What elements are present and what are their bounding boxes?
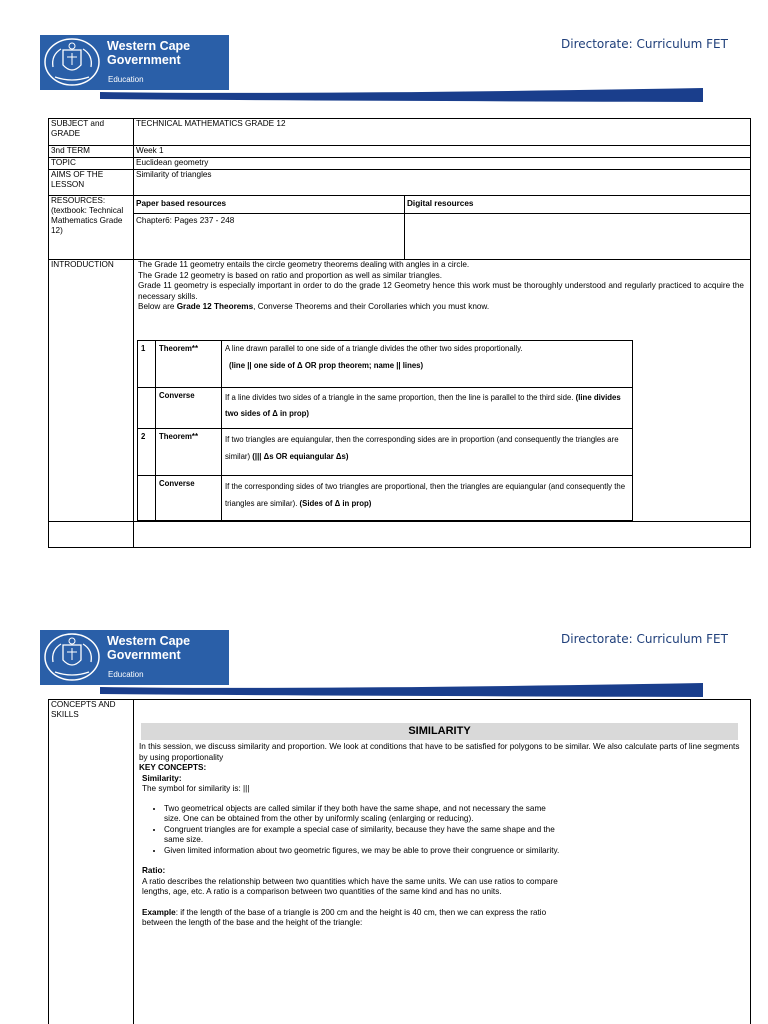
- resources-label: RESOURCES: (textbook: Technical Mathematics Grade 12): [49, 196, 134, 260]
- example-text: : if the length of the base of a triangle is 200 cm and the height is 40 cm, then we can express the ratio between the length of the base and the height of the triangle:: [142, 907, 547, 927]
- list-item: • Congruent triangles are for example a special case of similarity, because they have the same shape and the same size.: [164, 825, 564, 846]
- term-label: 3nd TERM: [49, 146, 134, 158]
- ratio-title: Ratio:: [142, 866, 166, 875]
- page-header: [0, 35, 768, 105]
- theorem-statement: A line drawn parallel to one side of a triangle divides the other two sides proportionally.: [225, 344, 523, 353]
- theorem-number: 1: [138, 341, 156, 388]
- empty-cell: [49, 522, 134, 548]
- page-header: [0, 630, 768, 700]
- term-value: Week 1: [134, 146, 751, 158]
- org-name-line2: Government: [107, 648, 181, 662]
- theorem-kind: Converse: [156, 388, 222, 429]
- theorem-row: [138, 341, 633, 388]
- digital-resources-header: Digital resources: [405, 196, 751, 214]
- wcg-logo: [40, 630, 229, 685]
- theorem-text: [222, 388, 633, 429]
- theorems-table: [137, 340, 633, 521]
- theorem-number: [138, 476, 156, 521]
- theorem-row: [138, 429, 633, 476]
- section-heading: SIMILARITY: [141, 723, 738, 740]
- example-paragraph: [142, 908, 562, 929]
- theorem-text: [222, 429, 633, 476]
- aims-value: Similarity of triangles: [134, 170, 751, 196]
- paper-resources-header: Paper based resources: [134, 196, 405, 214]
- theorem-row: [138, 388, 633, 429]
- intro-paragraph: [138, 302, 744, 313]
- topic-label: TOPIC: [49, 158, 134, 170]
- theorem-reason: (||| Δs OR equiangular Δs): [252, 452, 349, 461]
- list-item: • Two geometrical objects are called similar if they both have the same shape, and not necessary the same size. One can be obtained from the other by uniformly scaling (enlarging or reducing).: [164, 804, 564, 825]
- directorate-label: Directorate: Curriculum FET: [561, 632, 728, 646]
- org-name: [107, 39, 227, 67]
- example-label: Example: [142, 907, 176, 917]
- department-name: Education: [108, 75, 144, 84]
- theorem-text: [222, 341, 633, 388]
- theorem-reason: (Sides of Δ in prop): [299, 499, 372, 508]
- digital-resources-value: [405, 214, 751, 260]
- theorem-kind: Converse: [156, 476, 222, 521]
- intro-paragraph: The Grade 11 geometry entails the circle geometry theorems dealing with angles in a circle.: [138, 260, 470, 269]
- empty-cell: [134, 522, 751, 548]
- theorem-reason: (line divides two sides of Δ in prop): [225, 393, 621, 418]
- theorem-statement: If a line divides two sides of a triangle in the same proportion, then the line is parallel to the third side.: [225, 393, 576, 402]
- paper-resources-value: Chapter6: Pages 237 - 248: [134, 214, 405, 260]
- org-name-line2: Government: [107, 53, 181, 67]
- concepts-label: CONCEPTS AND SKILLS: [49, 700, 134, 1024]
- department-name: Education: [108, 670, 144, 679]
- theorem-kind: Theorem**: [156, 429, 222, 476]
- concepts-table: [48, 699, 751, 1024]
- intro-text: Below are: [138, 302, 177, 311]
- theorem-number: 2: [138, 429, 156, 476]
- theorem-text: [222, 476, 633, 521]
- subject-value: TECHNICAL MATHEMATICS GRADE 12: [134, 119, 751, 146]
- aims-label: AIMS OF THE LESSON: [49, 170, 134, 196]
- theorem-reason: (line || one side of Δ OR prop theorem; name || lines): [229, 361, 424, 370]
- subject-label: SUBJECT and GRADE: [49, 119, 134, 146]
- key-concepts-title: KEY CONCEPTS:: [139, 763, 207, 772]
- intro-bold: Grade 12 Theorems: [176, 302, 254, 311]
- ratio-paragraph: A ratio describes the relationship between two quantities which have the same units. We can use ratios to compare lengths, age, etc. A ratio is a comparison between two quantities of the same kind and has no units.: [142, 876, 558, 896]
- intro-paragraph: Grade 11 geometry is especially important in order to do the grade 12 Geometry hence this work must be thoroughly understood and regularly practiced to acquire the necessary skills.: [138, 281, 744, 301]
- intro-text: , Converse Theorems and their Corollaries which you must know.: [253, 302, 490, 311]
- introduction-label: INTRODUCTION: [49, 260, 134, 522]
- coat-of-arms-icon: [43, 632, 101, 682]
- theorem-number: [138, 388, 156, 429]
- coat-of-arms-icon: [43, 37, 101, 87]
- similarity-symbol-line: The symbol for similarity is: |||: [142, 784, 250, 793]
- theorem-statement: If two triangles are equiangular, then the corresponding sides are in proportion (and consequently the triangles are similar): [225, 435, 619, 461]
- intro-paragraph: The Grade 12 geometry is based on ratio and proportion as well as similar triangles.: [138, 270, 443, 280]
- org-name-line1: Western Cape: [107, 39, 191, 53]
- topic-value: Euclidean geometry: [134, 158, 751, 170]
- similarity-bullets: [164, 804, 748, 857]
- org-name-line1: Western Cape: [107, 634, 191, 648]
- intro-paragraph: In this session, we discuss similarity and proportion. We look at conditions that have to be satisfied for polygons to be similar. We also calculate parts of line segments by using proportionality: [139, 742, 740, 762]
- theorem-kind: Theorem**: [156, 341, 222, 388]
- list-item: • Given limited information about two geometric figures, we may be able to prove their congruence or similarity.: [164, 846, 564, 857]
- directorate-label: Directorate: Curriculum FET: [561, 37, 728, 51]
- concepts-content: [134, 700, 751, 1024]
- wcg-logo: [40, 35, 229, 90]
- org-name: [107, 634, 227, 662]
- theorem-statement: If the corresponding sides of two triangles are proportional, then the triangles are equiangular (and consequently the triangles are similar).: [225, 482, 626, 508]
- similarity-title: Similarity:: [142, 773, 182, 783]
- theorem-row: [138, 476, 633, 521]
